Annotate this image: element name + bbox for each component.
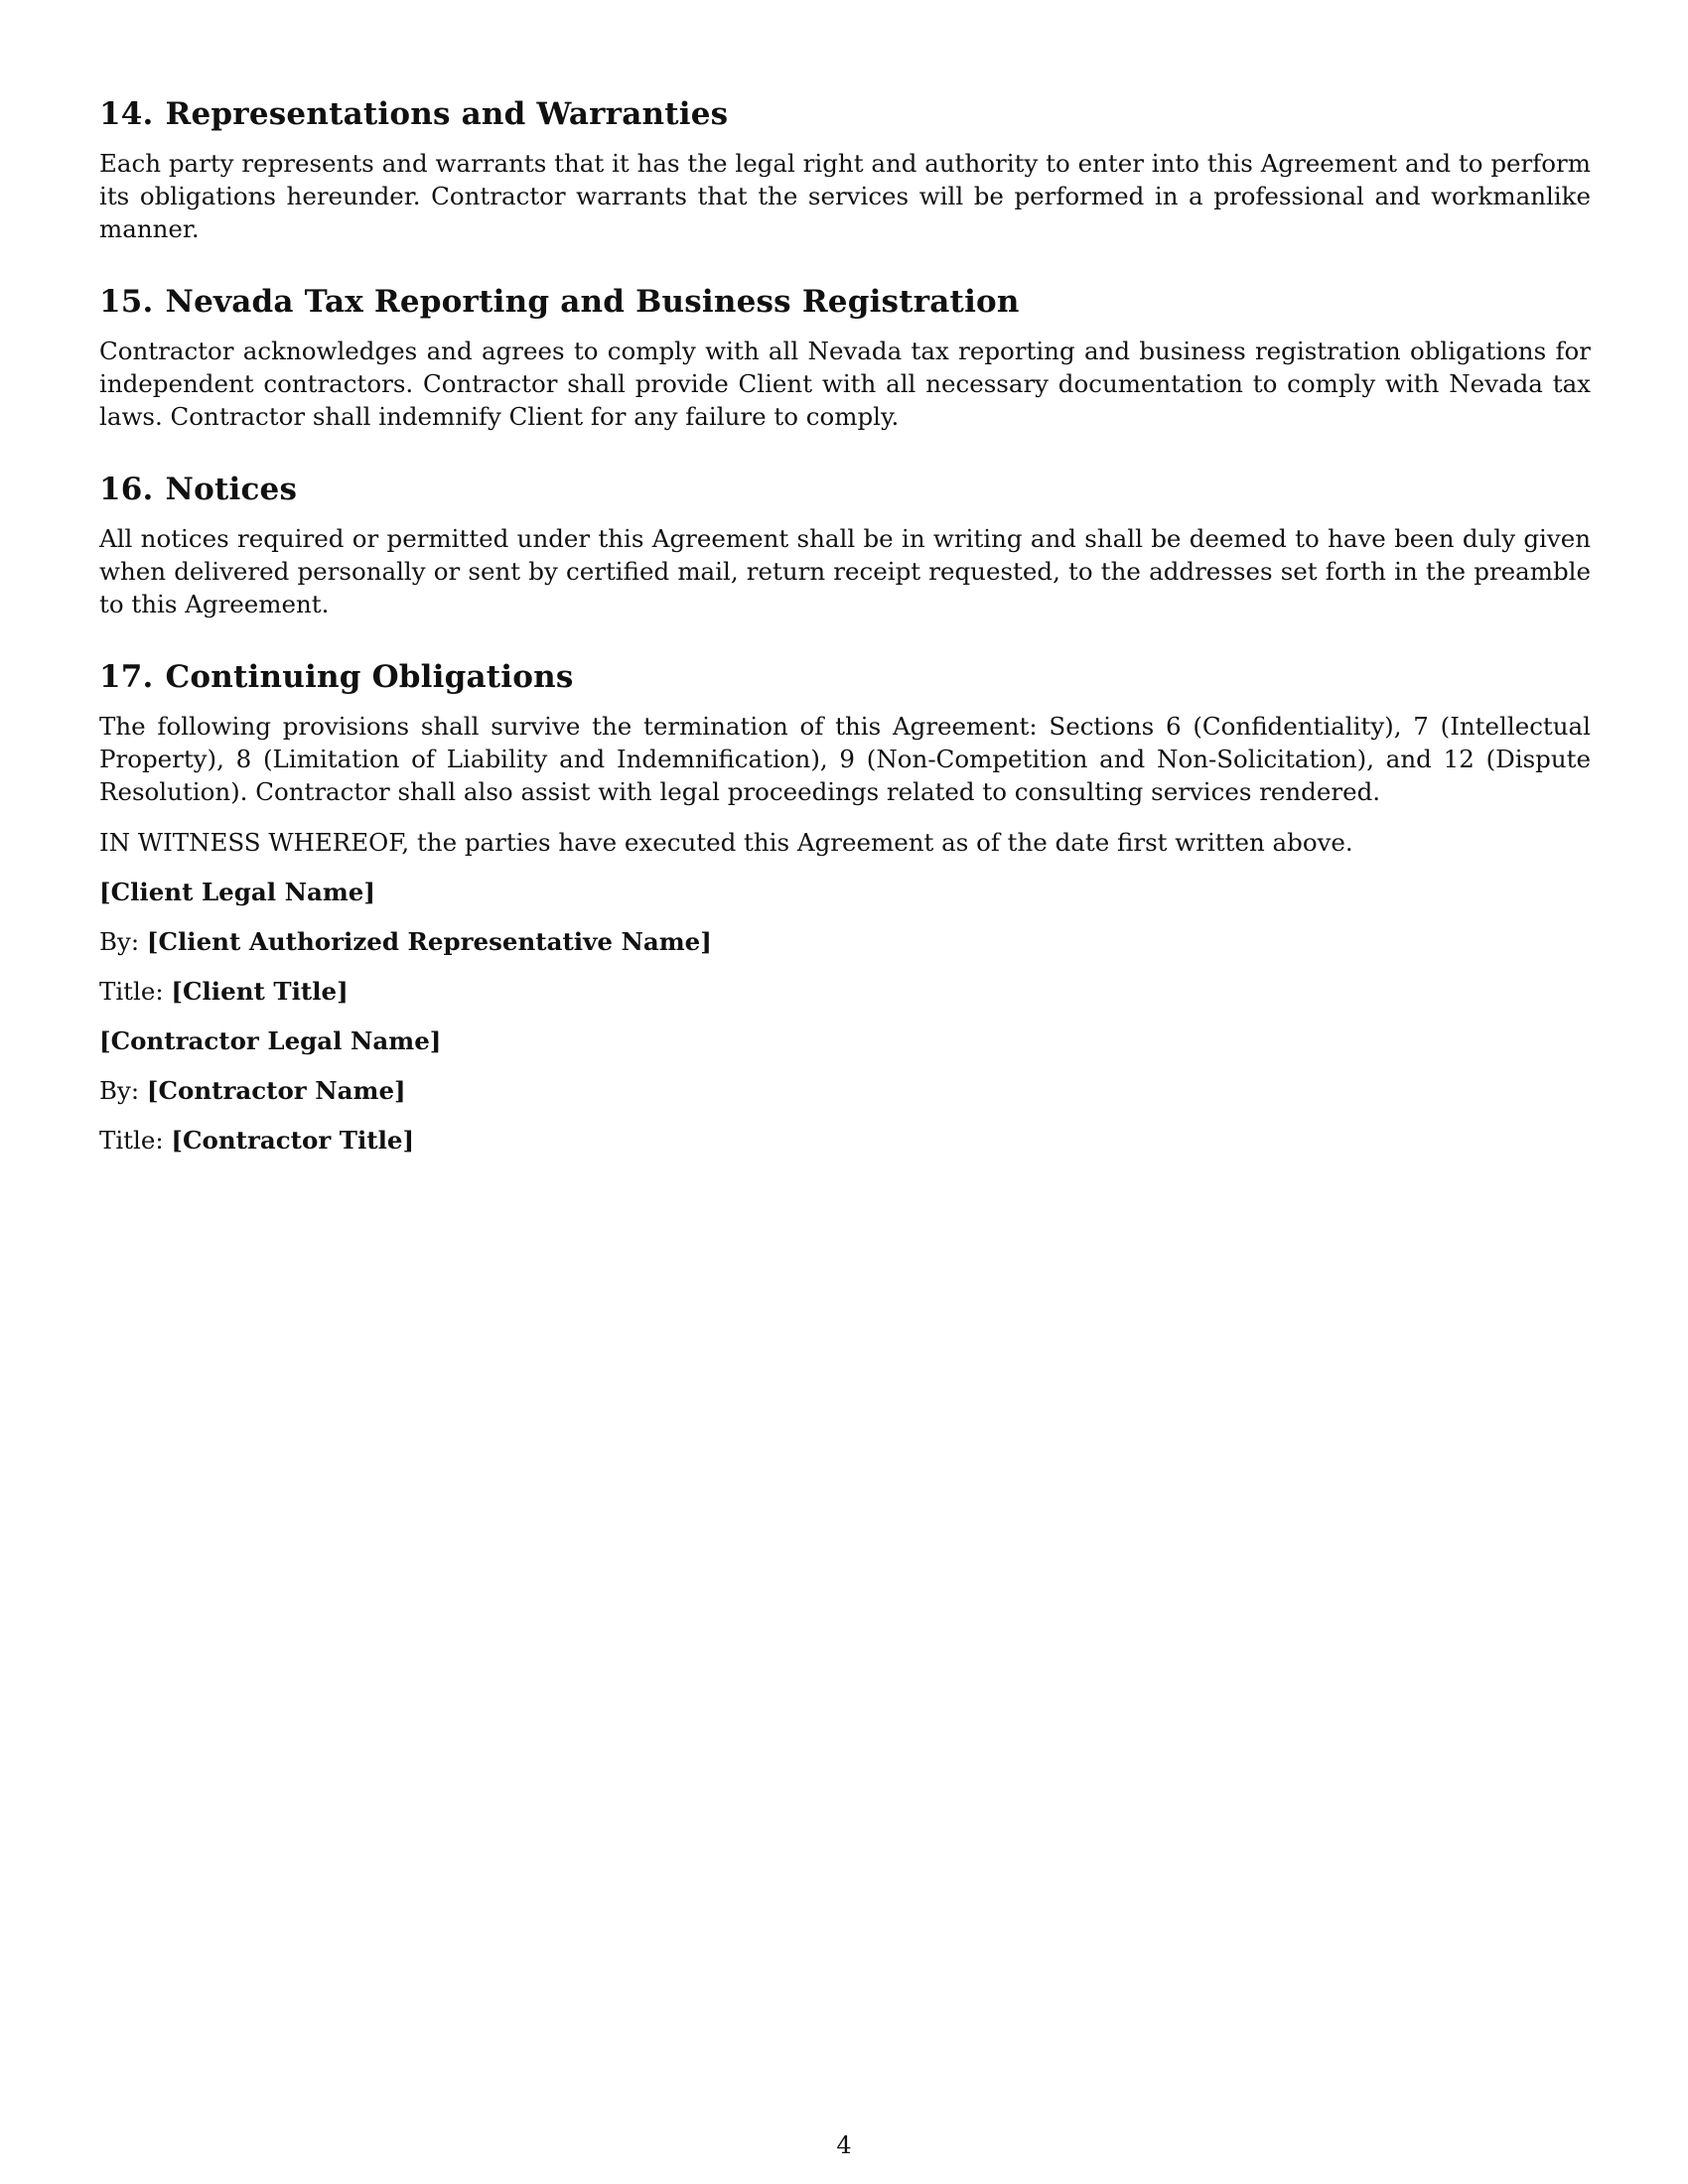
section-number: 16. <box>99 472 154 507</box>
witness-statement: IN WITNESS WHEREOF, the parties have executed this Agreement as of the date first written above. <box>99 828 1353 857</box>
section-heading <box>99 283 1591 321</box>
section-representations-warranties <box>99 95 1591 245</box>
title-label: Title: <box>99 1126 172 1155</box>
section-continuing-obligations <box>99 658 1591 808</box>
contractor-by-line <box>99 1074 1591 1107</box>
contractor-title-line <box>99 1124 1591 1157</box>
contractor-legal-name: [Contractor Legal Name] <box>99 1026 442 1055</box>
section-title: Notices <box>165 472 298 507</box>
section-heading <box>99 471 1591 508</box>
section-heading <box>99 658 1591 696</box>
client-title-line <box>99 975 1591 1008</box>
section-number: 17. <box>99 659 154 695</box>
by-label: By: <box>99 1076 147 1105</box>
title-label: Title: <box>99 977 172 1006</box>
client-title: [Client Title] <box>171 977 349 1006</box>
client-representative-name: [Client Authorized Representative Name] <box>146 927 712 956</box>
by-label: By: <box>99 927 147 956</box>
contractor-name: [Contractor Name] <box>146 1076 406 1105</box>
section-number: 14. <box>99 96 154 132</box>
section-body: Each party represents and warrants that it has the legal right and authority to enter into this Agreement and to perform its obligations hereunder. Contractor warrants that the services will be performed in a professional and workmanlike manner. <box>99 149 1591 243</box>
section-body: Contractor acknowledges and agrees to comply with all Nevada tax reporting and business registration obligations for independent contractors. Contractor shall provide Client with all necessary documentation to comply with Nevada tax laws. Contractor shall indemnify Client for any failure to comply. <box>99 337 1591 431</box>
contractor-title: [Contractor Title] <box>171 1126 415 1155</box>
section-body: The following provisions shall survive the termination of this Agreement: Sections 6 (Confidentiality), 7 (Intellectual Property), 8 (Limitation of Liability and Indemnification), 9 (Non-Competition and Non-Solicitation), and 12 (Dispute Resolution). Contractor shall also assist with legal proceedings related to consulting services rendered. <box>99 712 1591 806</box>
client-legal-name: [Client Legal Name] <box>99 878 375 906</box>
section-body: All notices required or permitted under this Agreement shall be in writing and shall be deemed to have been duly given when delivered personally or sent by certified mail, return receipt requested, to the addresses set forth in the preamble to this Agreement. <box>99 524 1591 618</box>
section-number: 15. <box>99 284 154 320</box>
section-heading <box>99 95 1591 133</box>
section-notices <box>99 471 1591 620</box>
section-title: Representations and Warranties <box>165 96 729 132</box>
section-nevada-tax-reporting <box>99 283 1591 433</box>
client-by-line <box>99 925 1591 958</box>
page-number: 4 <box>836 2131 852 2159</box>
document-page <box>99 95 1591 1173</box>
section-title: Nevada Tax Reporting and Business Registration <box>165 284 1020 320</box>
section-title: Continuing Obligations <box>165 659 574 695</box>
